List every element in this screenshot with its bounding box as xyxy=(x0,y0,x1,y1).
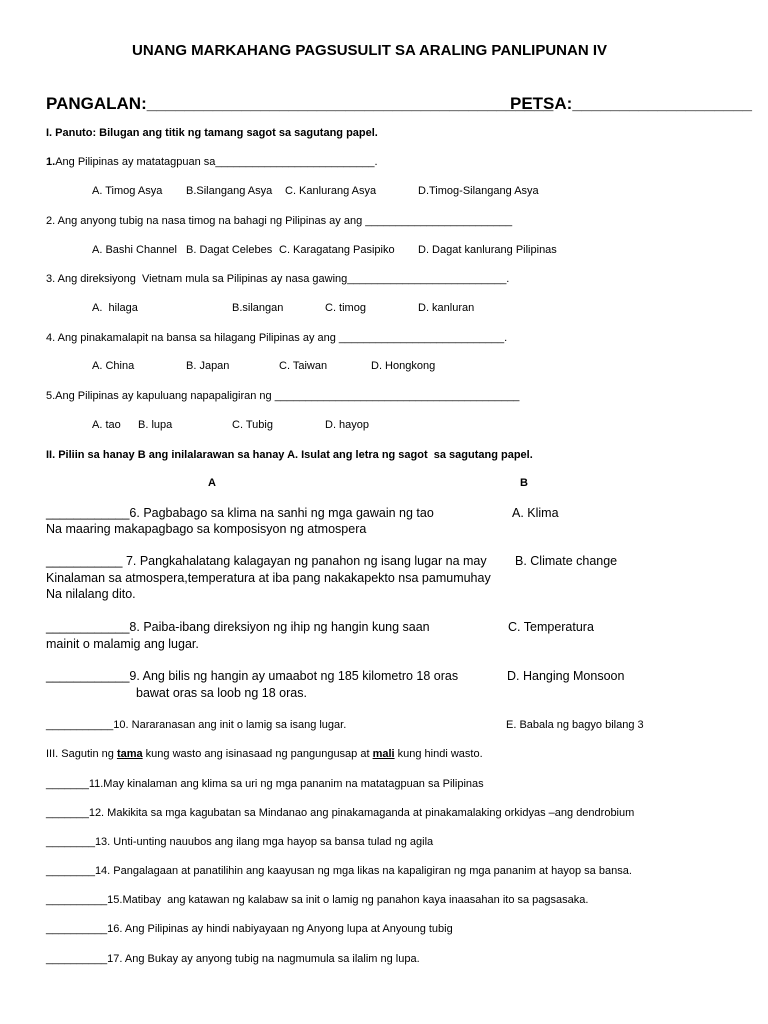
q3-choice-c: C. timog xyxy=(325,302,366,314)
item-12: _______12. Makikita sa mga kagubatan sa Mindanao ang pinakamaganda at pinakamalaking orkidyas –ang dendrobium xyxy=(46,807,635,819)
column-b-heading: B xyxy=(520,477,528,489)
q4-choice-c: C. Taiwan xyxy=(279,360,328,372)
date-field: PETSA:___________________ xyxy=(510,94,752,113)
item-14: ________14. Pangalagaan at panatilihin ang kaayusan ng mga likas na kapaligiran ng mga pananim at hayop sa bansa. xyxy=(46,865,632,877)
question-2: 2. Ang anyong tubig na nasa timog na bahagi ng Pilipinas ay ang ________________________ xyxy=(46,215,513,227)
q5-choice-b: B. lupa xyxy=(138,419,173,431)
q2-choice-d: D. Dagat kanlurang Pilipinas xyxy=(418,244,557,256)
question-1-text: Ang Pilipinas ay matatagpuan sa__________________________. xyxy=(55,156,378,168)
q4-choice-d: D. Hongkong xyxy=(371,360,436,372)
q5-choice-c: C. Tubig xyxy=(232,419,273,431)
q7-line1: ___________ 7. Pangkahalatang kalagayan ng panahon ng isang lugar na may xyxy=(46,554,487,568)
part3-instructions xyxy=(46,748,483,760)
q1-choice-c: C. Kanlurang Asya xyxy=(285,185,377,197)
part3-instructions-post: kung hindi wasto. xyxy=(394,748,483,760)
q3-choice-a: A. hilaga xyxy=(92,302,138,314)
question-4: 4. Ang pinakamalapit na bansa sa hilagang Pilipinas ay ang ___________________________. xyxy=(46,332,508,344)
item-13: ________13. Unti-unting nauubos ang ilang mga hayop sa bansa tulad ng agila xyxy=(46,836,434,848)
item-11: _______11.May kinalaman ang klima sa uri ng mga pananim na matatagpuan sa Pilipinas xyxy=(46,778,484,790)
mali-keyword: mali xyxy=(372,748,395,760)
part2-instructions: II. Piliin sa hanay B ang inilalarawan sa hanay A. Isulat ang letra ng sagot sa sagutang papel. xyxy=(46,449,533,461)
q6-line2: Na maaring makapagbago sa komposisyon ng atmospera xyxy=(46,522,367,536)
answer-e: E. Babala ng bagyo bilang 3 xyxy=(506,719,644,731)
q1-choice-d: D.Timog-Silangang Asya xyxy=(418,185,539,197)
item-16: __________16. Ang Pilipinas ay hindi nabiyayaan ng Anyong lupa at Anyoung tubig xyxy=(46,923,453,935)
exam-title: UNANG MARKAHANG PAGSUSULIT SA ARALING PANLIPUNAN IV xyxy=(132,42,607,59)
tama-keyword: tama xyxy=(116,748,143,760)
q4-choice-b: B. Japan xyxy=(186,360,230,372)
question-1 xyxy=(46,156,378,168)
answer-a: A. Klima xyxy=(512,506,559,520)
part1-instructions: I. Panuto: Bilugan ang titik ng tamang sagot sa sagutang papel. xyxy=(46,127,378,139)
q2-choice-a: A. Bashi Channel xyxy=(92,244,177,256)
item-15: __________15.Matibay ang katawan ng kalabaw sa init o lamig ng panahon kaya inaasahan ito sa pagsasaka. xyxy=(46,894,589,906)
name-field: PANGALAN:___________________________________________ xyxy=(46,94,554,113)
column-a-heading: A xyxy=(208,477,216,489)
question-3: 3. Ang direksiyong Vietnam mula sa Pilipinas ay nasa gawing__________________________. xyxy=(46,273,510,285)
q7-line2: Kinalaman sa atmospera,temperatura at iba pang nakakapekto nsa pamumuhay xyxy=(46,571,491,585)
q4-choice-a: A. China xyxy=(92,360,135,372)
q5-choice-d: D. hayop xyxy=(325,419,370,431)
q3-choice-d: D. kanluran xyxy=(418,302,475,314)
item-17: __________17. Ang Bukay ay anyong tubig na nagmumula sa ilalim ng lupa. xyxy=(46,953,420,965)
question-5: 5.Ang Pilipinas ay kapuluang napapaligiran ng ________________________________________ xyxy=(46,390,520,402)
answer-d: D. Hanging Monsoon xyxy=(507,669,625,683)
q5-choice-a: A. tao xyxy=(92,419,121,431)
q8-line1: ____________8. Paiba-ibang direksiyon ng ihip ng hangin kung saan xyxy=(46,620,430,634)
part3-instructions-pre: III. Sagutin ng xyxy=(46,748,117,760)
q7-line3: Na nilalang dito. xyxy=(46,587,136,601)
q9-line1: ____________9. Ang bilis ng hangin ay umaabot ng 185 kilometro 18 oras xyxy=(46,669,459,683)
q6-line1: ____________6. Pagbabago sa klima na sanhi ng mga gawain ng tao xyxy=(46,506,434,520)
q1-choice-b: B.Silangang Asya xyxy=(186,185,273,197)
q2-choice-c: C. Karagatang Pasipiko xyxy=(279,244,395,256)
q3-choice-b: B.silangan xyxy=(232,302,284,314)
answer-b: B. Climate change xyxy=(515,554,618,568)
q10-line1: ___________10. Nararanasan ang init o lamig sa isang lugar. xyxy=(46,719,347,731)
question-1-number: 1. xyxy=(46,156,56,168)
q9-line2: bawat oras sa loob ng 18 oras. xyxy=(136,686,307,700)
q8-line2: mainit o malamig ang lugar. xyxy=(46,637,199,651)
q2-choice-b: B. Dagat Celebes xyxy=(186,244,273,256)
answer-c: C. Temperatura xyxy=(508,620,594,634)
part3-instructions-mid: kung wasto ang isinasaad ng pangungusap at xyxy=(142,748,373,760)
q1-choice-a: A. Timog Asya xyxy=(92,185,163,197)
